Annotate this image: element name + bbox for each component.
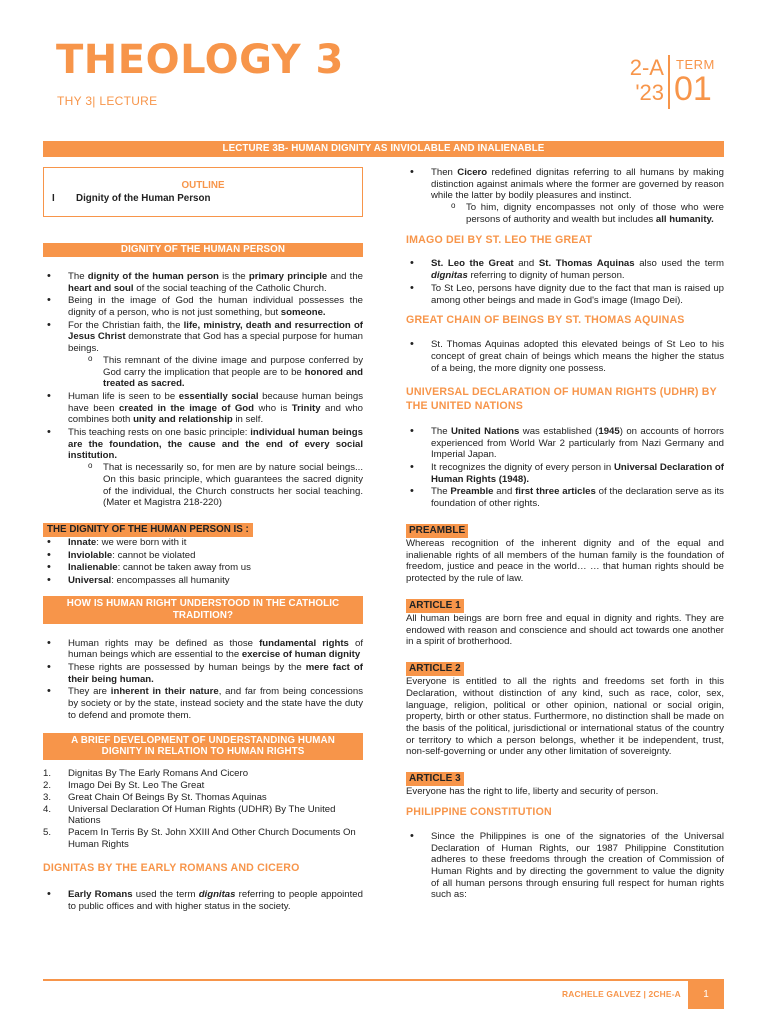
right-column [406, 167, 724, 902]
article2-heading: ARTICLE 2 [406, 662, 464, 676]
text-bold: first three articles [515, 486, 596, 498]
outline-title: OUTLINE [181, 180, 225, 191]
brief-development-item [43, 768, 363, 780]
text: was established ( [519, 425, 599, 437]
class-year: '23 [635, 80, 664, 106]
text: also used the term [634, 258, 724, 270]
page-number-box [688, 981, 724, 1009]
article1-text: All human beings are born free and equal in dignity and rights. They are endowed with reason and conscience and should act towards one another in a spirit of brotherhood. [406, 612, 724, 648]
brief-development-item [43, 792, 363, 804]
ph-constitution-heading: PHILIPPINE CONSTITUTION [406, 806, 552, 819]
outline-box [43, 167, 363, 217]
text-bold: St. Leo the Great [431, 258, 514, 270]
udhr-heading: UNIVERSAL DECLARATION OF HUMAN RIGHTS (UDHR) BY THE UNITED NATIONS [406, 386, 717, 413]
text: , and far from being concessions by society or by the state, instead society and the state have the duty to defend and promote them. [68, 686, 364, 721]
dignity-is-desc: : cannot be violated [112, 549, 196, 561]
text: ) on accounts of horrors experienced from World War 2 particularly from Nazi Germany and Imperial Japan. [431, 425, 724, 461]
dignitas-list-right [406, 167, 724, 226]
text: For the Christian faith, the [68, 319, 184, 331]
human-right-banner: HOW IS HUMAN RIGHT UNDERSTOOD IN THE CATHOLIC TRADITION? [43, 596, 363, 624]
list-item [43, 889, 363, 912]
text: Human rights may be defined as those [68, 637, 260, 649]
text: referring to people appointed to public offices and with higher status in the society. [68, 889, 363, 912]
list-item [43, 686, 363, 721]
text-bold: primary principle [248, 270, 328, 282]
text-bold: all humanity. [655, 213, 714, 225]
text: who is [254, 402, 292, 414]
text-bold: someone. [280, 307, 326, 319]
item-number: 2. [43, 780, 52, 792]
dignity-section-banner: DIGNITY OF THE HUMAN PERSON [43, 243, 363, 257]
page-number: 1 [703, 989, 709, 1000]
dignity-is-term: Universal [68, 575, 112, 587]
text: Being in the image of God the human individual possesses the dignity of a person, who is not just something, but [68, 295, 363, 319]
text-bold: Preamble [450, 486, 494, 498]
text: of human beings which are essential to the [68, 637, 364, 661]
great-chain-heading: GREAT CHAIN OF BEINGS BY ST. THOMAS AQUINAS [406, 314, 685, 327]
text: Then [431, 167, 458, 178]
preamble-heading: PREAMBLE [406, 524, 468, 538]
dignity-is-term: Innate [68, 536, 97, 548]
sub-list-item [431, 202, 724, 225]
document-title: THEOLOGY 3 [56, 37, 344, 83]
text: To him, dignity encompasses not only of those who were persons of authority and wealth but includes [466, 202, 724, 225]
text: These rights are possessed by human beings by the [68, 662, 306, 674]
text-bold: Trinity [291, 402, 321, 414]
text: is the [218, 270, 249, 282]
text: The [431, 486, 451, 498]
item-text: Dignitas By The Early Romans And Cicero [68, 768, 249, 780]
text: redefined dignitas referring to all humans by making distinction against animals where the former are governed by reason while the latter by bodily pleasures and instinct. [431, 167, 724, 202]
list-item [406, 167, 724, 226]
text: of the social teaching of the Catholic Church. [133, 282, 327, 294]
outline-item-label: Dignity of the Human Person [76, 192, 211, 204]
brief-development-item [43, 827, 363, 850]
text: used the term [132, 889, 199, 901]
list-item: • To St Leo, persons have dignity due to the fact that man is raised up among other beings and made in God's image (Imago Dei). [406, 283, 724, 306]
item-number: 4. [43, 803, 52, 815]
text: because human beings have been [68, 390, 363, 414]
list-item [406, 486, 724, 509]
text-bold: United Nations [450, 425, 520, 437]
text: and who combines both [68, 402, 364, 426]
text-bold: dignity of the human person [87, 270, 219, 282]
text-bold: created in the image of God [118, 402, 255, 414]
sub-list-item [68, 355, 363, 390]
term-block [628, 55, 718, 110]
text: They are [68, 686, 111, 698]
list-item [406, 258, 724, 281]
dignity-is-term: Inalienable [68, 562, 118, 574]
text-bold: Cicero [457, 167, 488, 178]
sub-list [431, 202, 724, 225]
dignitas-heading: DIGNITAS BY THE EARLY ROMANS AND CICERO [43, 862, 300, 875]
list-item [43, 427, 363, 509]
text-bold: individual human beings are the foundation, the cause and the end of every social institution. [68, 427, 363, 462]
brief-development-item [43, 780, 363, 792]
text: It recognizes the dignity of every person in [431, 461, 614, 473]
dignity-is-list [43, 537, 363, 587]
dignity-is-item [43, 550, 363, 562]
footer-divider [43, 979, 724, 981]
article3-heading: ARTICLE 3 [406, 772, 464, 786]
list-item: • Since the Philippines is one of the signatories of the Universal Declaration of Human Rights, our 1987 Philippine Constitution adheres to these freedoms through the creation of Commission of Human Rights and by directing the government to value the dignity of all human persons through ensuring full respect for human rights such as: [406, 831, 724, 901]
dignitas-list-left [43, 889, 363, 912]
list-item [406, 462, 724, 485]
term-number: 01 [674, 70, 712, 108]
sub-list [68, 462, 363, 509]
item-number: 3. [43, 791, 52, 803]
article1-heading: ARTICLE 1 [406, 599, 464, 613]
list-item [43, 271, 363, 294]
text: The [68, 270, 88, 282]
list-item [43, 638, 363, 661]
list-item [43, 391, 363, 426]
brief-development-banner: A BRIEF DEVELOPMENT OF UNDERSTANDING HUMAN DIGNITY IN RELATION TO HUMAN RIGHTS [43, 733, 363, 761]
text-bold: honored and treated as sacred. [103, 366, 364, 390]
item-text: Imago Dei By St. Leo The Great [68, 780, 205, 792]
item-text: Great Chain Of Beings By St. Thomas Aquinas [68, 791, 267, 803]
dignity-is-desc: : encompasses all humanity [111, 575, 230, 587]
list-item [43, 662, 363, 685]
sub-list-item: o That is necessarily so, for men are by nature social beings... On this basic principle, which guarantees the sacred dignity of the individual, the Church constructs her social teaching. (Mater et Magistra 218-220) [68, 462, 363, 509]
brief-development-list [43, 768, 363, 850]
text: Human life is seen to be [68, 390, 179, 402]
item-number: 1. [43, 768, 52, 780]
imago-dei-heading: IMAGO DEI BY ST. LEO THE GREAT [406, 233, 593, 246]
list-item [406, 426, 724, 461]
text-bold: heart and soul [68, 282, 134, 294]
text-bold: unity and relationship [133, 414, 233, 426]
text: and [513, 258, 539, 270]
outline-item [52, 193, 354, 205]
dignity-is-item [43, 562, 363, 574]
text-bold: Early Romans [68, 889, 133, 901]
list-item: • St. Thomas Aquinas adopted this elevated beings of St Leo to his concept of great chain of beings which means the higher the status of a being, the more dignity one possess. [406, 339, 724, 374]
imago-dei-list [406, 258, 724, 306]
dignity-is-desc: : cannot be taken away from us [117, 562, 251, 574]
footer-author: RACHELE GALVEZ | 2CHE-A [562, 989, 681, 999]
text-bold: 1945 [598, 425, 620, 437]
term-divider [668, 55, 670, 109]
term-label: TERM [676, 57, 715, 72]
preamble-text: Whereas recognition of the inherent dignity and of the equal and inalienable rights of all members of the human family is the foundation of freedom, justice and peace in the world… … that human rights should be protected by the rule of law. [406, 537, 724, 585]
text-bold: life, ministry, death and resurrection of Jesus Christ [68, 319, 364, 343]
item-text: Universal Declaration Of Human Rights (UDHR) By The United Nations [68, 803, 336, 827]
brief-development-item [43, 804, 363, 827]
text: and the [327, 270, 363, 282]
text-bold: inherent in their nature [110, 686, 219, 698]
article2-text: Everyone is entitled to all the rights and freedoms set forth in this Declaration, without distinction of any kind, such as race, color, sex, language, religion, political or other opinion, national or social origin, property, birth or other status. Furthermore, no distinction shall be made on the basis of the political, jurisdictional or international status of the country or territory to which a person belongs, whether it be independent, trust, non-self-governing or under any other limitation of sovereignty. [406, 676, 724, 758]
human-right-list [43, 638, 363, 722]
class-code [628, 55, 664, 106]
text-bold: mere fact of their being human. [68, 662, 363, 685]
text: of the declaration serve as its foundation of other rights. [431, 486, 724, 510]
text-bold: essentially social [178, 390, 259, 402]
dignity-is-desc: : we were born with it [96, 536, 187, 548]
article3-text: Everyone has the right to life, liberty and security of person. [406, 786, 659, 798]
class-section: 2-A [629, 55, 664, 80]
text-bold-italic: dignitas [198, 889, 236, 901]
item-number: 5. [43, 826, 52, 838]
dignity-list [43, 271, 363, 509]
text: This teaching rests on one basic principle: [68, 427, 251, 439]
document-subtitle: THY 3| LECTURE [57, 94, 158, 108]
dignity-is-heading: THE DIGNITY OF THE HUMAN PERSON IS : [43, 523, 253, 537]
sub-list [68, 355, 363, 390]
dignity-is-item [43, 537, 363, 549]
text-bold-italic: dignitas [431, 270, 468, 282]
outline-item-number: I [52, 192, 55, 204]
lecture-banner: LECTURE 3B- HUMAN DIGNITY AS INVIOLABLE AND INALIENABLE [43, 141, 724, 157]
text-bold: Universal Declaration of Human Rights (1948). [431, 461, 724, 485]
list-item [43, 295, 363, 318]
text-bold: St. Thomas Aquinas [538, 258, 635, 270]
text: This remnant of the divine image and purpose conferred by God carry the implication that people are to be [103, 354, 363, 378]
udhr-list [406, 426, 724, 510]
text: and [493, 486, 516, 498]
text-bold: fundamental rights [259, 637, 349, 649]
left-column [43, 167, 363, 914]
text: in self. [232, 414, 264, 426]
great-chain-list [406, 339, 724, 374]
text: demonstrate that God has a special purpose for human beings. [68, 331, 363, 355]
text: referring to dignity of human person. [467, 270, 625, 282]
text-bold: exercise of human dignity [241, 649, 361, 661]
text: The [431, 425, 451, 437]
ph-constitution-list [406, 831, 724, 901]
dignity-is-item [43, 575, 363, 587]
item-text: Pacem In Terris By St. John XXIII And Other Church Documents On Human Rights [68, 826, 356, 850]
list-item [43, 320, 363, 390]
dignity-is-term: Inviolable [68, 549, 113, 561]
